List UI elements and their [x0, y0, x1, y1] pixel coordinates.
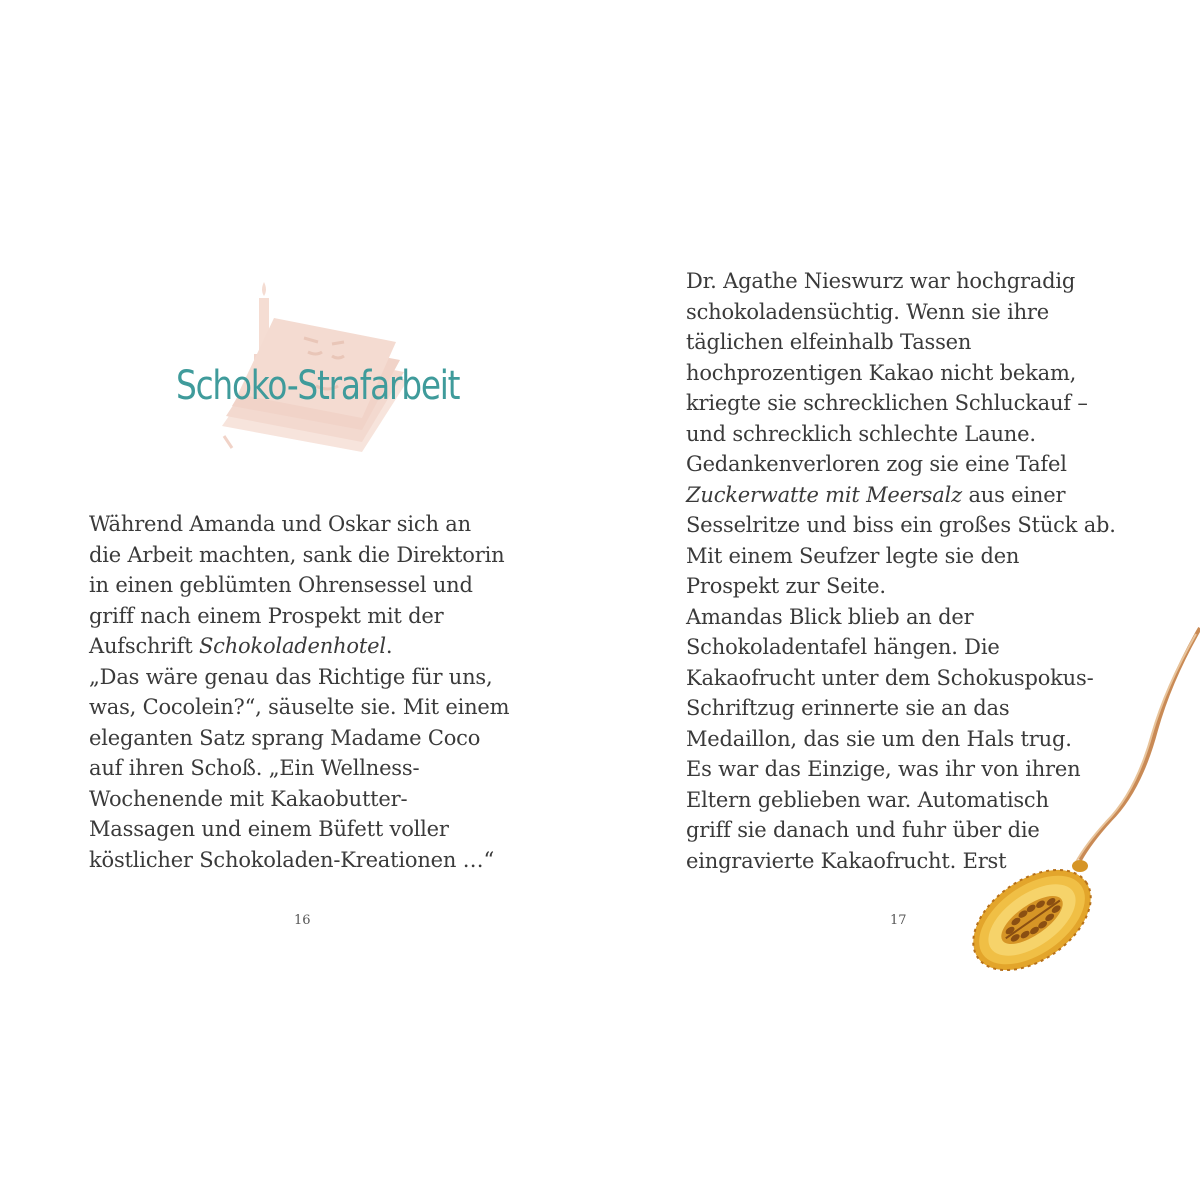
page-number-right: 17 [890, 913, 907, 928]
left-text-part: . „Das wäre genau das Richtige für uns, was, Cocolein?“, säuselte sie. Mit einem eleganten Satz sprang Madame Coco auf ihren Schoß. „Ein Wellness- Wochenende mit Kakaobutter- Massagen und einem Büfett voller köstlicher Schokoladen-Kreationen …“ [89, 634, 510, 872]
right-text-part: aus einer Sesselritze und biss ein großes Stück ab. Mit einem Seufzer legte sie den Prospekt zur Seite. Amandas Blick blieb an der Schokoladentafel hängen. Die Kakaofrucht unter dem Schokuspokus- Schriftzug erinnerte sie an das Medaillon, das sie um den Hals trug. Es war das Einzige, was ihr von ihren Eltern geblieben war. Automatisch griff sie danach und fuhr über die eingravierte Kakaofrucht. Erst [686, 482, 1116, 873]
right-page [600, 0, 1200, 1200]
right-text-italic: Zuckerwatte mit Meersalz [686, 482, 962, 507]
left-text-italic: Schokoladenhotel [198, 634, 386, 658]
right-text-part: Dr. Agathe Nieswurz war hochgradig schokoladensüchtig. Wenn sie ihre täglichen elfeinhalb Tassen hochprozentigen Kakao nicht bekam, kriegte sie schrecklichen Schluckauf – und schrecklich schlechte Laune. Gedankenverloren zog sie eine Tafel [686, 269, 1088, 476]
gold-cocoa-pendant-illustration [960, 620, 1200, 980]
left-page-text [89, 509, 509, 875]
chapter-title: Schoko-Strafarbeit [176, 362, 460, 409]
page-number-left: 16 [294, 913, 311, 928]
left-text-part: Während Amanda und Oskar sich an die Arbeit machten, sank die Direktorin in einen geblümten Ohrensessel und griff nach einem Prospekt mit der Aufschrift [89, 512, 505, 658]
